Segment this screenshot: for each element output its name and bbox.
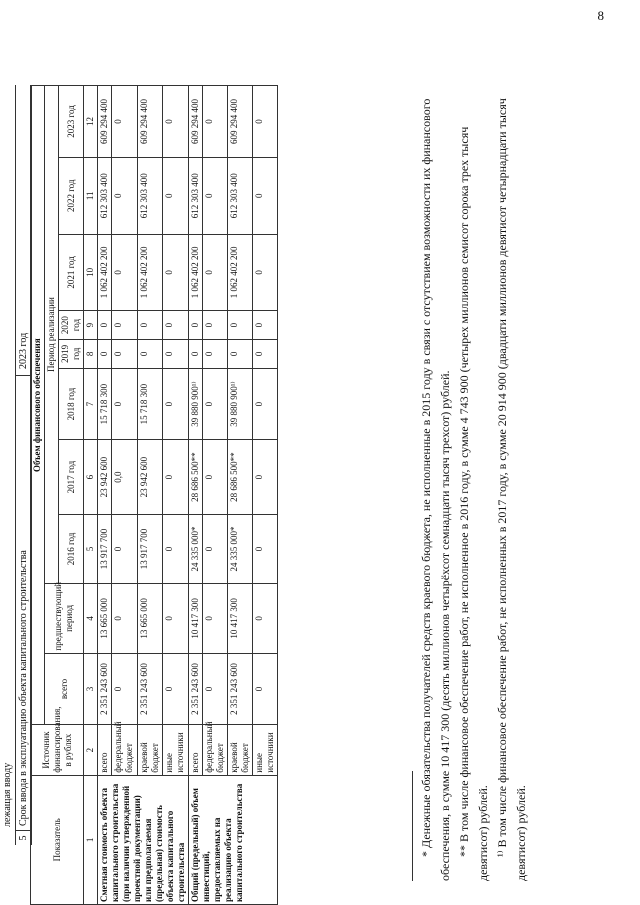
year-header: 2020 год [59, 311, 84, 340]
header-row-1 [0, 85, 16, 845]
value-cell: 24 335 000* [189, 514, 203, 583]
source-cell: федеральный бюджет [203, 725, 228, 775]
value-cell: 612 303 400 [98, 157, 112, 234]
table-body [98, 86, 278, 905]
year-header: 2019 год [59, 339, 84, 368]
value-cell: 0 [112, 234, 138, 311]
value-cell: 0 [203, 584, 228, 653]
table-row [98, 86, 112, 905]
column-number: 2 [84, 725, 98, 775]
page-number: 8 [597, 8, 604, 23]
column-number: 12 [84, 86, 98, 158]
col-prev-header: предшествующий период [45, 584, 84, 653]
value-cell: 0 [203, 440, 228, 514]
footnotes [412, 91, 531, 881]
value-cell: 0 [98, 311, 112, 340]
value-cell: 13 917 700 [98, 514, 112, 583]
year-header: 2016 год [59, 514, 84, 583]
column-number: 8 [84, 339, 98, 368]
column-number: 5 [84, 514, 98, 583]
footnote-1: * Денежные обязательства получателей средств краевого бюджета, не исполненные в 2015 году в связи с отсутствием возможности их финансового обеспечения, в сумме 10 417 300 (десять миллионов четырёхсот семнадцати тысяч трехсот) рублей. [419, 98, 452, 881]
financing-table [30, 85, 278, 905]
value-cell: 13 665 000 [98, 584, 112, 653]
value-cell: 0 [203, 514, 228, 583]
value-cell: 13 665 000 [137, 584, 163, 653]
year-header: 2017 год [59, 440, 84, 514]
col-indicator-header: Показатель [31, 775, 84, 904]
value-cell: 612 303 400 [137, 157, 163, 234]
value-cell: 612 303 400 [228, 157, 253, 234]
value-cell: 0 [112, 339, 138, 368]
value-cell: 0 [253, 157, 278, 234]
volume-group-header: Объем финансового обеспечения [31, 86, 45, 725]
group2-indicator-label: Общий (предельный) объем инвестиций, предоставляемых на реализацию объекта капитального строительства [189, 775, 278, 904]
value-cell: 609 294 400 [98, 86, 112, 158]
column-number: 6 [84, 440, 98, 514]
value-cell: 28 686 500** [189, 440, 203, 514]
value-cell: 39 880 900¹⁾ [228, 368, 253, 440]
value-cell: 2 351 243 600 [137, 653, 163, 725]
column-number: 9 [84, 311, 98, 340]
value-cell: 0 [112, 368, 138, 440]
value-cell: 0 [137, 311, 163, 340]
value-cell: 10 417 300 [228, 584, 253, 653]
footnote-rule [412, 771, 413, 881]
column-number: 7 [84, 368, 98, 440]
col-total-header: всего [45, 653, 84, 725]
rotated-content [0, 85, 600, 905]
period-group-header: Период реализации [45, 86, 59, 584]
source-cell: иные источники [253, 725, 278, 775]
value-cell: 0 [253, 339, 278, 368]
value-cell: 0 [253, 653, 278, 725]
header-row-2-number: 5 [16, 830, 31, 845]
value-cell: 0 [112, 311, 138, 340]
value-cell: 0 [163, 339, 189, 368]
year-header: 2022 год [59, 157, 84, 234]
value-cell: 0 [163, 86, 189, 158]
value-cell: 609 294 400 [137, 86, 163, 158]
value-cell: 0 [253, 584, 278, 653]
value-cell: 0 [163, 311, 189, 340]
value-cell: 0 [189, 311, 203, 340]
value-cell: 1 062 402 200 [189, 234, 203, 311]
value-cell: 1 062 402 200 [137, 234, 163, 311]
source-cell: краевой бюджет [137, 725, 163, 775]
column-number: 3 [84, 653, 98, 725]
value-cell: 0 [203, 339, 228, 368]
value-cell: 13 917 700 [137, 514, 163, 583]
source-cell: федеральный бюджет [112, 725, 138, 775]
value-cell: 0,0 [112, 440, 138, 514]
value-cell: 0 [203, 157, 228, 234]
value-cell: 0 [163, 234, 189, 311]
value-cell: 0 [137, 339, 163, 368]
value-cell: 15 718 300 [137, 368, 163, 440]
value-cell: 0 [203, 368, 228, 440]
value-cell: 0 [112, 584, 138, 653]
column-number: 1 [84, 775, 98, 904]
value-cell: 0 [203, 653, 228, 725]
value-cell: 609 294 400 [189, 86, 203, 158]
value-cell: 0 [112, 157, 138, 234]
column-number: 10 [84, 234, 98, 311]
value-cell: 0 [112, 653, 138, 725]
header-row-2-value: 2023 год [18, 332, 29, 369]
value-cell: 0 [163, 653, 189, 725]
column-number: 4 [84, 584, 98, 653]
value-cell: 10 417 300 [189, 584, 203, 653]
value-cell: 1 062 402 200 [228, 234, 253, 311]
value-cell: 28 686 500** [228, 440, 253, 514]
value-cell: 0 [163, 514, 189, 583]
value-cell: 0 [228, 311, 253, 340]
value-cell: 2 351 243 600 [189, 653, 203, 725]
value-cell: 15 718 300 [98, 368, 112, 440]
value-cell: 0 [163, 440, 189, 514]
value-cell: 0 [163, 157, 189, 234]
column-number: 11 [84, 157, 98, 234]
footnote-3: ¹⁾ В том числе финансовое обеспечение работ, не исполненных в 2017 году, в сумме 20 914 900 (двадцати миллионов девятисот четырнадцати тысяч девятисот) рублей. [495, 98, 528, 881]
header-row-2-text: Срок ввода в эксплуатацию объекта капитального строительства [16, 375, 31, 830]
table-row [189, 86, 203, 905]
value-cell: 0 [98, 339, 112, 368]
value-cell: 2 351 243 600 [228, 653, 253, 725]
header-row-1-text: лежащая вводу [2, 762, 13, 827]
value-cell: 0 [228, 339, 253, 368]
value-cell: 0 [163, 584, 189, 653]
value-cell: 0 [253, 311, 278, 340]
value-cell: 0 [203, 86, 228, 158]
value-cell: 24 335 000* [228, 514, 253, 583]
value-cell: 612 303 400 [189, 157, 203, 234]
year-header: 2023 год [59, 86, 84, 158]
value-cell: 0 [253, 440, 278, 514]
value-cell: 1 062 402 200 [98, 234, 112, 311]
source-cell: иные источники [163, 725, 189, 775]
source-cell: всего [98, 725, 112, 775]
value-cell: 609 294 400 [228, 86, 253, 158]
source-cell: всего [189, 725, 203, 775]
group1-indicator-label: Сметная стоимость объекта капитального строительства (при наличии утвержденной проектной документации) или предполагаемая (предельная) стоимость объекта капитального строительства [98, 775, 189, 904]
value-cell: 0 [253, 86, 278, 158]
value-cell: 0 [112, 86, 138, 158]
value-cell: 0 [163, 368, 189, 440]
year-header: 2018 год [59, 368, 84, 440]
value-cell: 23 942 600 [137, 440, 163, 514]
value-cell: 0 [253, 514, 278, 583]
value-cell: 0 [253, 368, 278, 440]
source-cell: краевой бюджет [228, 725, 253, 775]
footnote-2: ** В том числе финансовое обеспечение работ, не исполненное в 2016 году, в сумме 4 743 900 (четырех миллионов семисот сорока трех тысяч девятисот) рублей. [457, 126, 490, 881]
value-cell: 23 942 600 [98, 440, 112, 514]
year-header: 2021 год [59, 234, 84, 311]
value-cell: 39 880 900¹⁾ [189, 368, 203, 440]
value-cell: 0 [253, 234, 278, 311]
value-cell: 2 351 243 600 [98, 653, 112, 725]
col-source-header: Источник финансирования, в рублях [31, 725, 84, 775]
passport-header-rows [0, 85, 32, 845]
value-cell: 0 [112, 514, 138, 583]
value-cell: 0 [189, 339, 203, 368]
value-cell: 0 [203, 311, 228, 340]
value-cell: 0 [203, 234, 228, 311]
